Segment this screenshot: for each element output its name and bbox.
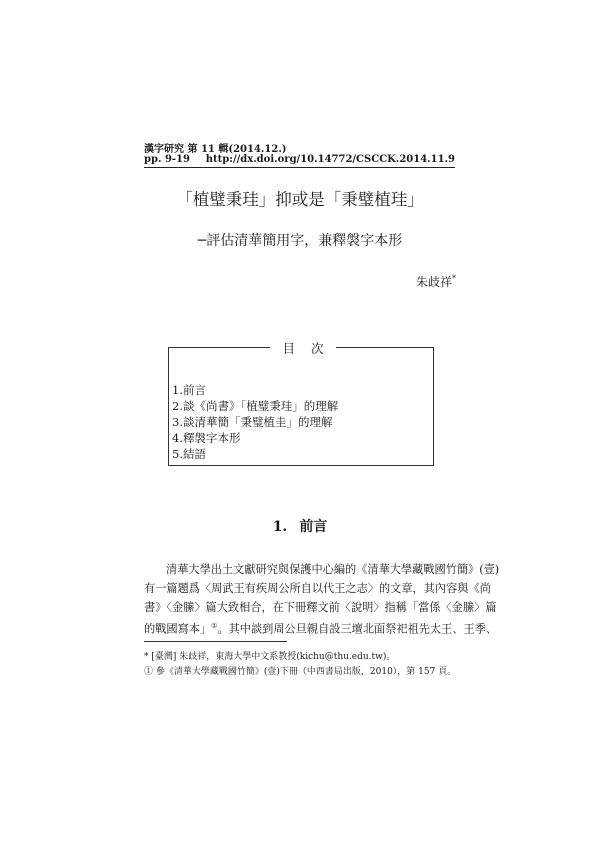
body-line: 書》〈金縢〉篇大致相合，在下冊釋文前〈說明〉指稱「當係〈金縢〉篇 xyxy=(144,601,497,614)
toc-item-number: 4. xyxy=(172,431,183,445)
toc-item-number: 2. xyxy=(172,399,183,413)
footnote-ref[interactable]: ① xyxy=(211,622,218,630)
section-heading xyxy=(0,516,600,536)
footnote-author: * [臺灣] 朱歧祥，東海大學中文系教授(kichu@thu.edu.tw)。 xyxy=(144,652,396,662)
toc-item[interactable] xyxy=(172,398,338,414)
toc-item-number: 3. xyxy=(172,415,183,429)
body-text: 的戰國寫本」 xyxy=(144,622,212,636)
body-line xyxy=(144,617,498,639)
toc-item-label: 前言 xyxy=(183,383,206,397)
page-range: pp. 9-19 xyxy=(144,154,190,165)
section-title: 前言 xyxy=(299,519,328,535)
doi-link[interactable]: http://dx.doi.org/10.14772/CSCCK.2014.11.9 xyxy=(205,154,455,165)
body-line: 有一篇題爲〈周武王有疾周公所自以代王之志〉的文章，其內容與《尚 xyxy=(144,582,491,595)
toc-item[interactable] xyxy=(172,414,338,430)
toc-item-label: 談清華簡「秉璧植圭」的理解 xyxy=(183,415,333,429)
section-number: 1. xyxy=(272,519,288,535)
toc-item-number: 5. xyxy=(172,447,183,461)
body-paragraph xyxy=(144,560,500,639)
toc-item[interactable] xyxy=(172,430,338,446)
header-rule xyxy=(144,167,455,168)
toc-item-label: 結語 xyxy=(183,447,206,461)
toc-item-label: 談《尚書》「植璧秉珪」的理解 xyxy=(183,399,339,413)
article-subtitle: ─評估清華簡用字，兼釋褩字本形 xyxy=(197,233,403,249)
footnote-1: ① 參《清華大學藏戰國竹簡》(壹)下冊（中西書局出版，2010），第 157 頁。 xyxy=(144,667,457,677)
toc-title: 目 次 xyxy=(270,339,336,357)
body-line: 清華大學出土文獻研究與保護中心編的《清華大學藏戰國竹簡》(壹) xyxy=(166,563,500,576)
author-footnote-mark[interactable]: * xyxy=(452,274,456,283)
author-name: 朱歧祥 xyxy=(415,275,452,289)
toc-item-number: 1. xyxy=(172,383,183,397)
toc-item-label: 釋褩字本形 xyxy=(183,431,241,445)
article-title: 「植璧秉珪」抑或是「秉璧植珪」 xyxy=(176,190,424,209)
body-text: 。其中談到周公旦親自設三壇北面祭祀祖先太王、王季、 xyxy=(217,622,498,636)
journal-header: 漢字研究 第 11 輯(2014.12.) xyxy=(144,144,287,155)
toc-list xyxy=(172,382,338,462)
toc-item[interactable] xyxy=(172,446,338,462)
author xyxy=(416,273,456,290)
toc-item[interactable] xyxy=(172,382,338,398)
footnote-rule xyxy=(144,641,287,642)
